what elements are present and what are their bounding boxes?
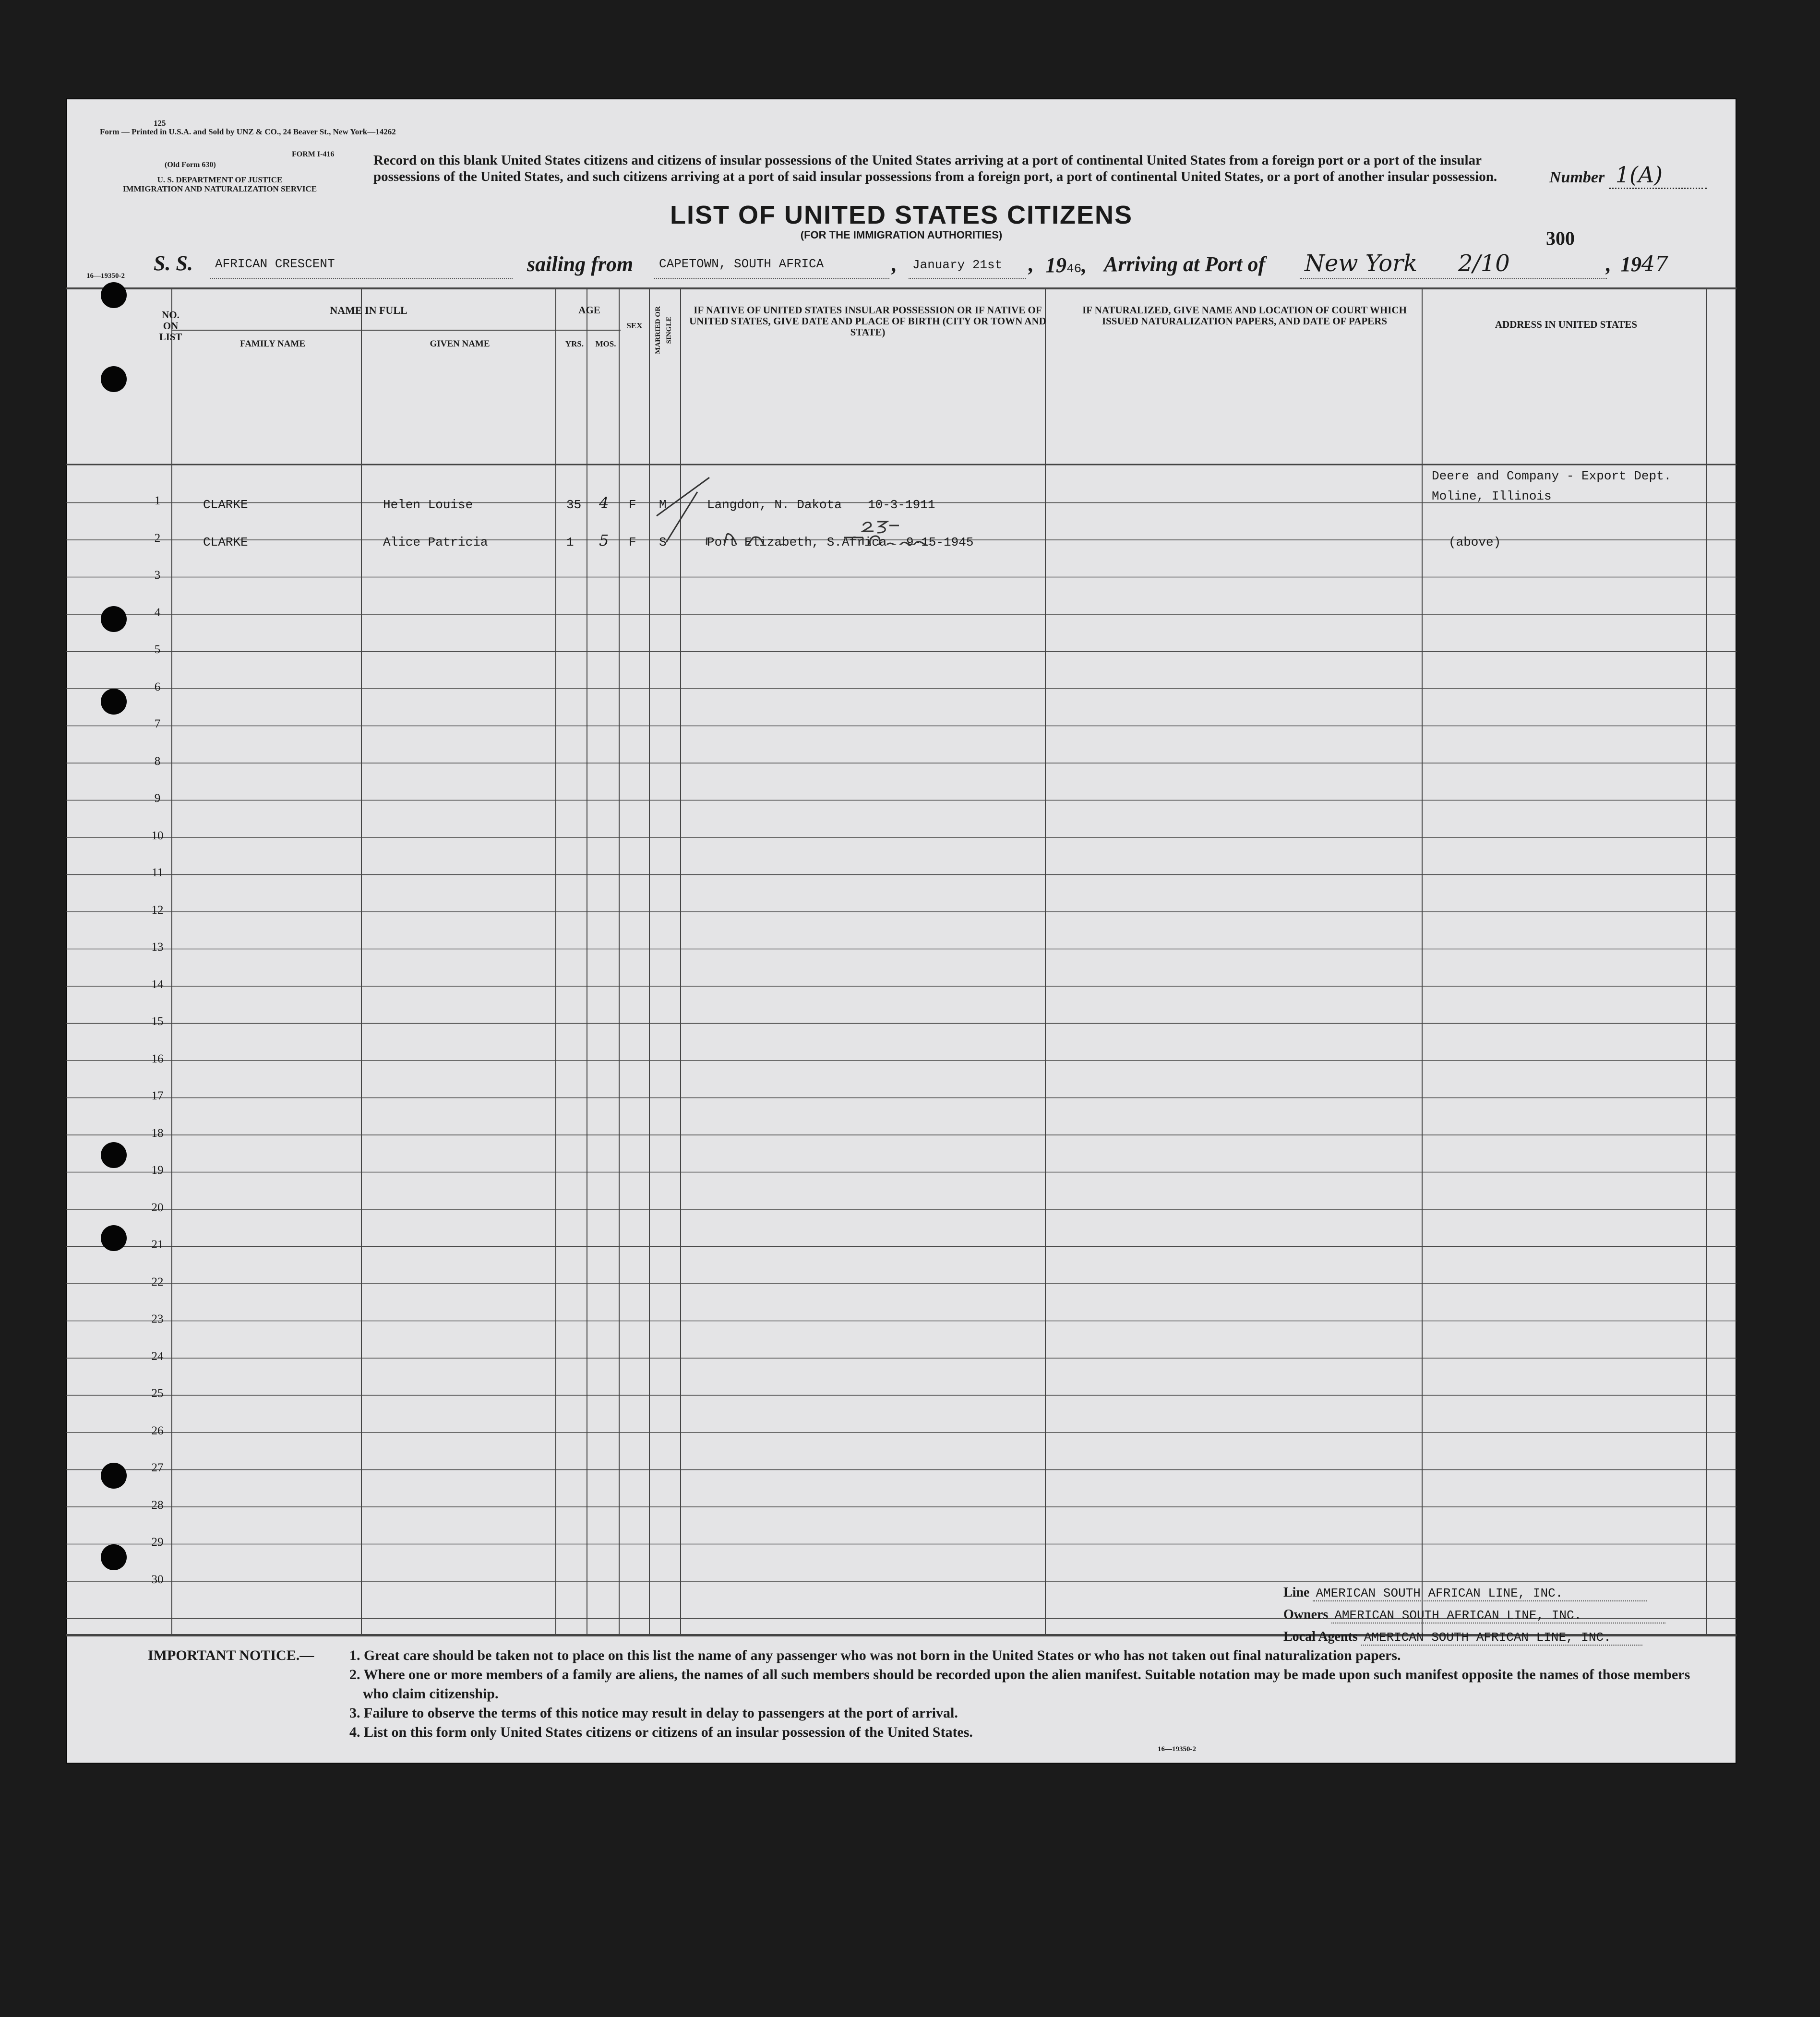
agents-label: Local Agents	[1283, 1629, 1358, 1644]
row-number: 22	[151, 1275, 164, 1289]
ship-underline	[210, 278, 513, 279]
comma-separator: ,	[1606, 252, 1611, 276]
punch-hole	[101, 1225, 127, 1251]
row-number: 28	[151, 1498, 164, 1512]
agents-row	[1283, 1629, 1642, 1646]
notice-item: 2. Where one or more members of a family are aliens, the names of all such members should be recorded upon the alien manifest. Suitable notation may be made upon such manifest opposite the names of those members who claim citizenship.	[349, 1667, 1690, 1702]
page-title: LIST OF UNITED STATES CITIZENS	[670, 201, 1133, 229]
header-no-on-list: NO. ON LIST	[159, 309, 182, 343]
number-value: 1(A)	[1609, 162, 1707, 189]
notice-item: 3. Failure to observe the terms of this notice may result in delay to passengers at the port of arrival.	[349, 1705, 958, 1721]
row-number: 1	[154, 494, 161, 507]
number-field	[1549, 162, 1707, 189]
old-form-note: (Old Form 630)	[165, 161, 216, 169]
punch-hole	[101, 282, 127, 308]
notice-list	[349, 1646, 1712, 1742]
from-port-underline	[654, 278, 889, 279]
header-married-or-single: MARRIED OR SINGLE	[654, 306, 673, 354]
row-number: 8	[154, 754, 161, 768]
departure-date-underline	[909, 278, 1026, 279]
header-family-name: FAMILY NAME	[240, 339, 305, 349]
line-label: Line	[1283, 1585, 1310, 1600]
owners-value: AMERICAN SOUTH AFRICAN LINE, INC.	[1331, 1608, 1665, 1623]
row-1-mos: 4	[599, 494, 609, 512]
form-top-right: FORM I-416	[292, 150, 335, 158]
row-number: 13	[151, 941, 164, 954]
row-2-sex: F	[629, 535, 636, 549]
arrival-year-suffix: 47	[1641, 252, 1668, 276]
row-2-address-line1: (above)	[1449, 535, 1501, 549]
header-sex: SEX	[626, 321, 643, 330]
row-number: 14	[151, 978, 164, 991]
punch-hole	[101, 366, 127, 392]
row-number: 24	[151, 1349, 164, 1363]
notice-item: 1. Great care should be taken not to place on this list the name of any passenger who was not born in the United States or who has not taken out final naturalization papers.	[349, 1647, 1401, 1663]
comma-separator: ,	[892, 252, 897, 276]
arrival-year	[1620, 252, 1668, 276]
header-mos: MOS.	[595, 339, 616, 348]
row-number: 21	[151, 1238, 164, 1251]
row-2-birth-place: Port Elizabeth, S.Africa	[707, 535, 887, 549]
row-number: 20	[151, 1201, 164, 1214]
row-2-marital: S	[659, 535, 667, 549]
manifest-sheet	[66, 98, 1736, 1764]
header-yrs: YRS.	[565, 339, 584, 348]
row-number: 16	[151, 1052, 164, 1065]
row-number: 30	[151, 1573, 164, 1586]
header-birth: IF NATIVE OF UNITED STATES INSULAR POSSESSION OR IF NATIVE OF UNITED STATES, GIVE DATE AND PLACE OF BIRTH (CITY OR TOWN AND STATE)	[689, 304, 1046, 338]
form-printer-text: Form — Printed in U.S.A. and Sold by UNZ & CO., 24 Beaver St., New York—14262	[100, 127, 396, 136]
row-number: 2	[154, 531, 161, 545]
punch-hole	[101, 689, 127, 715]
row-number: 10	[151, 829, 164, 842]
arrival-year-prefix: 19	[1620, 252, 1641, 276]
line-value: AMERICAN SOUTH AFRICAN LINE, INC.	[1313, 1586, 1647, 1601]
row-number: 9	[154, 792, 161, 805]
arrival-port: New York	[1305, 250, 1418, 277]
arriving-label: Arriving at Port of	[1104, 252, 1266, 276]
header-given-name: GIVEN NAME	[430, 339, 490, 349]
form-printer-line	[100, 127, 396, 137]
form-code-top: 125	[154, 119, 166, 128]
from-port: CAPETOWN, SOUTH AFRICA	[659, 257, 824, 271]
line-row	[1283, 1585, 1647, 1601]
row-number: 18	[151, 1126, 164, 1140]
form-code-left: 16—19350-2	[86, 272, 125, 280]
notice-item: 4. List on this form only United States citizens or citizens of an insular possession of the United States.	[349, 1724, 973, 1740]
row-number: 4	[154, 606, 161, 619]
arrival-date: 2/10	[1458, 250, 1510, 277]
row-2-family-name: CLARKE	[203, 535, 248, 549]
row-1-marital: M	[659, 498, 667, 512]
row-number: 25	[151, 1387, 164, 1400]
header-age: AGE	[578, 304, 600, 316]
ss-label: S. S.	[154, 251, 193, 275]
departure-year-suffix: 46	[1066, 262, 1082, 276]
page-subtitle: (FOR THE IMMIGRATION AUTHORITIES)	[800, 229, 1003, 241]
department-name: U. S. DEPARTMENT OF JUSTICE	[157, 175, 283, 184]
row-1-address-line1: Deere and Company - Export Dept.	[1432, 469, 1672, 483]
comma-separator: ,	[1029, 252, 1034, 276]
number-label: Number	[1549, 168, 1605, 186]
row-2-birth-date: 9-15-1945	[906, 535, 974, 549]
punch-hole	[101, 1142, 127, 1168]
row-number: 29	[151, 1536, 164, 1549]
header-address: ADDRESS IN UNITED STATES	[1495, 319, 1638, 330]
sailing-label: sailing from	[527, 252, 634, 276]
row-number: 3	[154, 569, 161, 582]
agents-value: AMERICAN SOUTH AFRICAN LINE, INC.	[1361, 1630, 1642, 1646]
row-number: 6	[154, 680, 161, 693]
stamp-number: 300	[1546, 227, 1575, 249]
row-1-family-name: CLARKE	[203, 498, 248, 512]
row-1-sex: F	[629, 498, 636, 512]
row-number: 17	[151, 1089, 164, 1102]
service-name: IMMIGRATION AND NATURALIZATION SERVICE	[122, 184, 317, 193]
row-number: 11	[151, 866, 164, 879]
row-2-given-name: Alice Patricia	[383, 535, 488, 549]
row-2-mos: 5	[599, 531, 609, 549]
departure-year-prefix: 19	[1045, 253, 1066, 277]
header-name-in-full: NAME IN FULL	[330, 304, 407, 316]
row-1-given-name: Helen Louise	[383, 498, 473, 512]
row-1-address-line2: Moline, Illinois	[1432, 489, 1552, 503]
departure-year: 1946,	[1045, 253, 1087, 277]
row-number: 23	[151, 1313, 164, 1325]
row-number: 27	[151, 1461, 164, 1474]
row-number: 19	[151, 1164, 164, 1177]
row-1-birth-place: Langdon, N. Dakota	[707, 498, 842, 512]
row-number: 12	[151, 903, 164, 917]
row-number: 15	[151, 1015, 164, 1028]
form-code-bottom: 16—19350-2	[1158, 1745, 1196, 1753]
punch-hole	[101, 606, 127, 632]
department-block	[119, 175, 321, 193]
header-naturalized: IF NATURALIZED, GIVE NAME AND LOCATION OF COURT WHICH ISSUED NATURALIZATION PAPERS, AND DATE OF PAPERS	[1082, 304, 1407, 327]
owners-row	[1283, 1607, 1665, 1623]
handwritten-annotation	[637, 458, 1002, 545]
row-1-birth-date: 10-3-1911	[868, 498, 935, 512]
ship-name: AFRICAN CRESCENT	[215, 257, 335, 271]
punch-hole	[101, 1463, 127, 1489]
notice-head: IMPORTANT NOTICE.—	[148, 1647, 314, 1663]
owners-label: Owners	[1283, 1607, 1329, 1622]
punch-hole	[101, 1544, 127, 1570]
row-number: 5	[154, 643, 161, 656]
row-1-yrs: 35	[566, 498, 582, 512]
arrival-underline	[1300, 278, 1607, 279]
record-instructions: Record on this blank United States citizens and citizens of insular possessions of the United States arriving at a port of continental United States from a foreign port or a port of the insular possessions of the United States, and such citizens arriving at a port of said insular possessions from a foreign port, a port of continental United States, or a port of another insular possession.	[373, 153, 1497, 184]
departure-date: January 21st	[912, 258, 1003, 272]
row-number: 7	[154, 717, 161, 730]
row-number: 26	[151, 1424, 164, 1437]
row-2-yrs: 1	[566, 535, 574, 549]
